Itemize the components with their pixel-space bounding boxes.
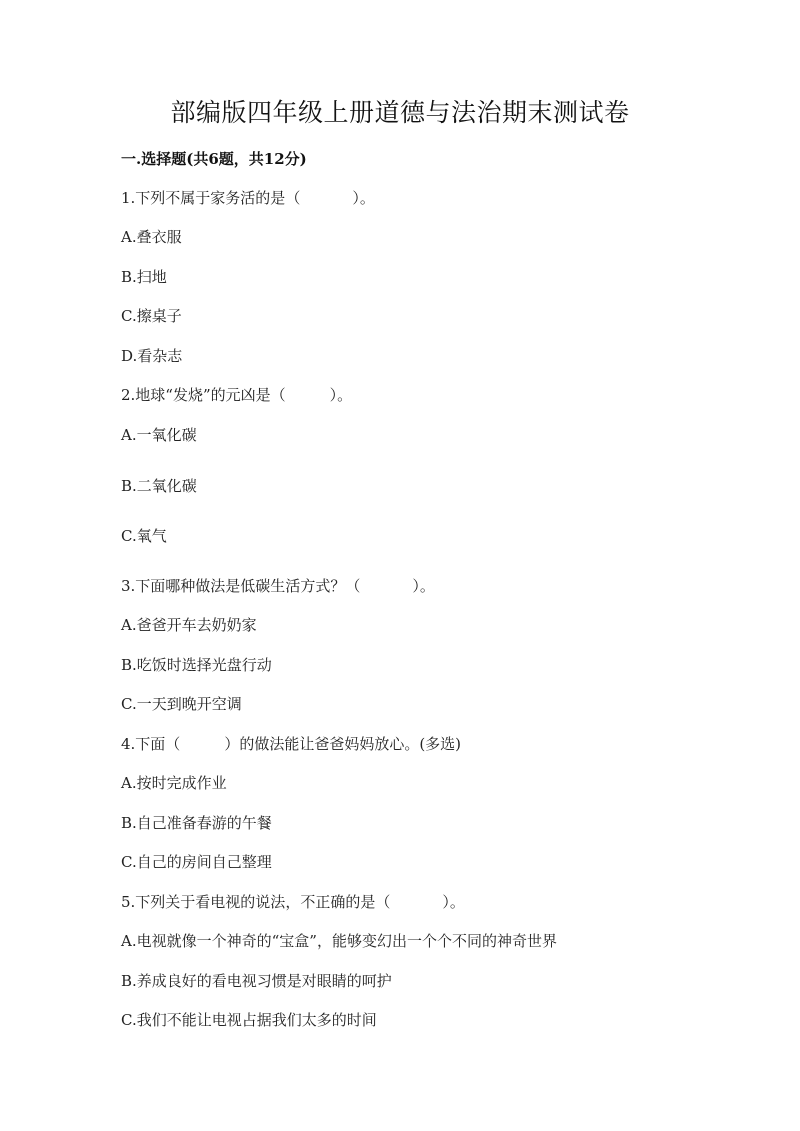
question-stem-text: 5.下列关于看电视的说法，不正确的是（ xyxy=(121,893,391,911)
question-2-option-b: B.二氧化碳 xyxy=(121,477,197,495)
question-2-stem xyxy=(121,384,352,406)
question-4-option-a: A.按时完成作业 xyxy=(121,774,227,792)
question-4-option-b: B.自己准备春游的午餐 xyxy=(121,814,272,832)
question-2-option-a: A.一氧化碳 xyxy=(121,426,197,444)
question-2-option-c: C.氧气 xyxy=(121,527,167,545)
question-4-option-c: C.自己的房间自己整理 xyxy=(121,853,272,871)
question-stem-text: ）。 xyxy=(329,386,353,404)
question-3-option-b: B.吃饭时选择光盘行动 xyxy=(121,656,272,674)
question-5-option-b: B.养成良好的看电视习惯是对眼睛的呵护 xyxy=(121,972,392,990)
question-5-option-a: A.电视就像一个神奇的“宝盒”，能够变幻出一个个不同的神奇世界 xyxy=(121,932,557,950)
question-1-option-b: B.扫地 xyxy=(121,268,167,286)
question-1-option-d: D.看杂志 xyxy=(121,347,183,365)
question-stem-text: ）。 xyxy=(412,577,435,595)
question-stem-text: ）。 xyxy=(352,189,375,207)
question-stem-text: 1.下列不属于家务活的是（ xyxy=(121,189,301,207)
question-stem-text: ）的做法能让爸爸妈妈放心。(多选) xyxy=(224,735,462,753)
question-1-option-a: A.叠衣服 xyxy=(121,228,182,246)
question-3-option-a: A.爸爸开车去奶奶家 xyxy=(121,616,257,634)
question-stem-text: 4.下面（ xyxy=(121,735,181,753)
question-4-stem xyxy=(121,733,461,755)
question-stem-text: ）。 xyxy=(442,893,465,911)
question-5-option-c: C.我们不能让电视占据我们太多的时间 xyxy=(121,1011,377,1029)
question-3-stem xyxy=(121,575,435,597)
question-1-stem xyxy=(121,187,375,209)
question-3-option-c: C.一天到晚开空调 xyxy=(121,695,242,713)
question-5-stem xyxy=(121,891,465,913)
question-stem-text: 2.地球“发烧”的元凶是（ xyxy=(121,386,286,404)
section-heading: 一.选择题(共6题，共12分) xyxy=(121,150,307,168)
question-stem-text: 3.下面哪种做法是低碳生活方式？（ xyxy=(121,577,361,595)
question-1-option-c: C.擦桌子 xyxy=(121,307,182,325)
page-title: 部编版四年级上册道德与法治期末测试卷 xyxy=(170,98,630,127)
